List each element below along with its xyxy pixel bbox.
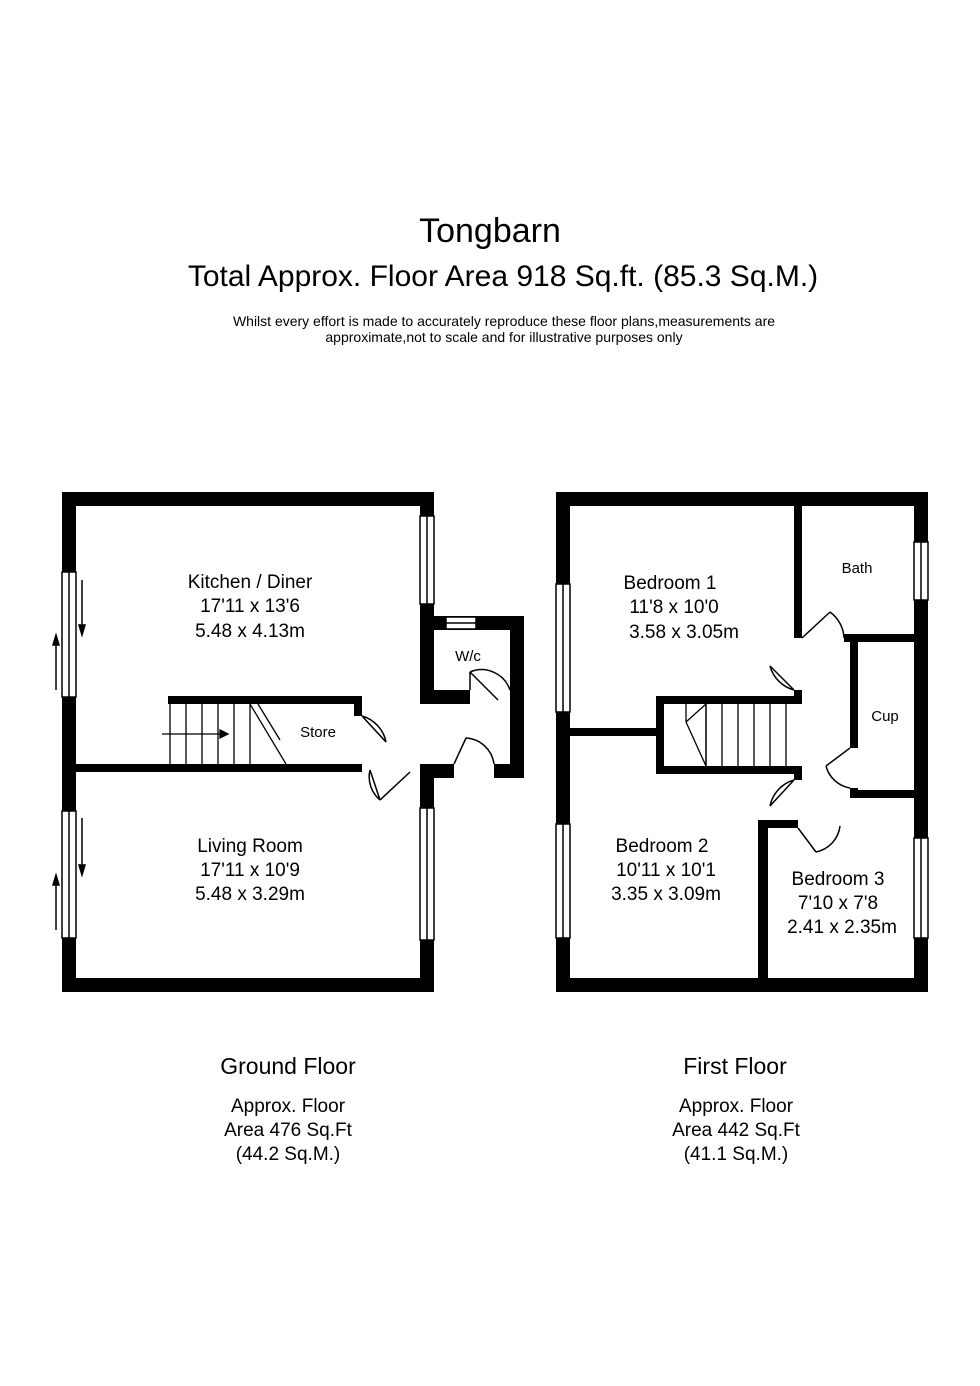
cup-wall-left xyxy=(850,642,858,748)
gf-wall-top xyxy=(62,492,434,506)
ground-floor-name: Ground Floor xyxy=(220,1053,356,1079)
total-floor-area: Total Approx. Floor Area 918 Sq.ft. (85.3 Sq.M.) xyxy=(187,260,819,293)
gf-left-window-top xyxy=(53,572,85,697)
ff-wall-right-a xyxy=(914,492,928,542)
ff-wall-left-c xyxy=(556,938,570,992)
ff-wall-right-b xyxy=(914,600,928,838)
ff-wall-top xyxy=(556,492,928,506)
kitchen-name: Kitchen / Diner xyxy=(187,572,313,593)
bath-name: Bath xyxy=(841,560,873,577)
first-floor-name: First Floor xyxy=(683,1053,787,1079)
ground-floor-plan xyxy=(53,492,524,992)
kitchen-metric: 5.48 x 4.13m xyxy=(195,621,305,642)
gf-right-window-bottom xyxy=(420,808,434,940)
bedroom3-metric: 2.41 x 2.35m xyxy=(787,917,897,938)
ground-floor-area xyxy=(138,1095,438,1167)
first-floor-area-line-1: Approx. Floor xyxy=(678,1096,794,1117)
bedroom3-wall-left xyxy=(758,820,768,986)
bedroom1-name: Bedroom 1 xyxy=(623,573,717,594)
ff-stairs-wall-bottom xyxy=(656,766,800,774)
first-floor-area xyxy=(586,1095,886,1167)
ground-floor-area-line-1: Approx. Floor xyxy=(230,1096,346,1117)
wc-name: W/c xyxy=(455,648,481,665)
ff-wall-right-c xyxy=(914,938,928,992)
bedroom1-wall-bottom xyxy=(570,728,658,736)
wc-wall-bottom-b xyxy=(494,764,524,778)
bedroom1-metric: 3.58 x 3.05m xyxy=(629,622,739,643)
first-floor-plan xyxy=(556,492,928,992)
plan-title: Tongbarn xyxy=(419,212,561,250)
gf-doors xyxy=(362,670,510,800)
ff-wall-left-b xyxy=(556,712,570,824)
wc-wall-bottom-a xyxy=(420,764,454,778)
ground-floor-area-line-2: Area 476 Sq.Ft xyxy=(224,1120,352,1141)
gf-wall-left-c xyxy=(62,938,76,992)
disclaimer-line-1: Whilst every effort is made to accurately reproduce these floor plans,measurements are xyxy=(232,313,776,329)
gf-wall-left-a xyxy=(62,492,76,572)
first-floor-area-line-3: (41.1 Sq.M.) xyxy=(683,1144,789,1165)
bath-wall-bottom xyxy=(844,634,914,642)
living-name: Living Room xyxy=(197,836,303,857)
bedroom2-name: Bedroom 2 xyxy=(615,836,709,857)
bedroom3-wall-top xyxy=(758,820,798,828)
cup-wall-bottom xyxy=(858,790,914,798)
bedroom1-imperial: 11'8 x 10'0 xyxy=(629,597,719,618)
first-floor-area-line-2: Area 442 Sq.Ft xyxy=(672,1120,800,1141)
bath-wall-left xyxy=(794,506,802,638)
ff-stairs-wall-top xyxy=(656,696,800,704)
ff-stairs-wall-left xyxy=(656,696,664,768)
store-wall-top xyxy=(168,696,362,704)
gf-wall-left-b xyxy=(62,697,76,811)
gf-stairs xyxy=(162,704,286,764)
bedroom3-imperial: 7'10 x 7'8 xyxy=(797,893,879,914)
ff-wall-bottom xyxy=(556,978,928,992)
kitchen-imperial: 17'11 x 13'6 xyxy=(200,596,300,617)
bedroom2-imperial: 10'11 x 10'1 xyxy=(616,860,716,881)
living-metric: 5.48 x 3.29m xyxy=(195,884,305,905)
living-imperial: 17'11 x 10'9 xyxy=(200,860,300,881)
store-name: Store xyxy=(300,724,336,741)
gf-wall-right-a xyxy=(420,492,434,516)
gf-wall-bottom xyxy=(62,978,434,992)
ff-stairs xyxy=(686,704,786,766)
wc-wall-right xyxy=(510,616,524,778)
bedroom3-name: Bedroom 3 xyxy=(791,869,885,890)
gf-wall-right-d xyxy=(420,940,434,992)
gf-right-window-top xyxy=(420,516,434,604)
cup-name: Cup xyxy=(871,708,899,725)
gf-left-window-bottom xyxy=(53,811,85,938)
ff-doors xyxy=(770,612,850,852)
disclaimer-line-2: approximate,not to scale and for illustrative purposes only xyxy=(325,329,683,345)
ground-floor-area-line-3: (44.2 Sq.M.) xyxy=(235,1144,341,1165)
bedroom2-metric: 3.35 x 3.09m xyxy=(611,884,721,905)
gf-internal-wall xyxy=(62,764,362,772)
wc-wall-inner xyxy=(420,690,470,704)
ff-wall-left-a xyxy=(556,492,570,584)
